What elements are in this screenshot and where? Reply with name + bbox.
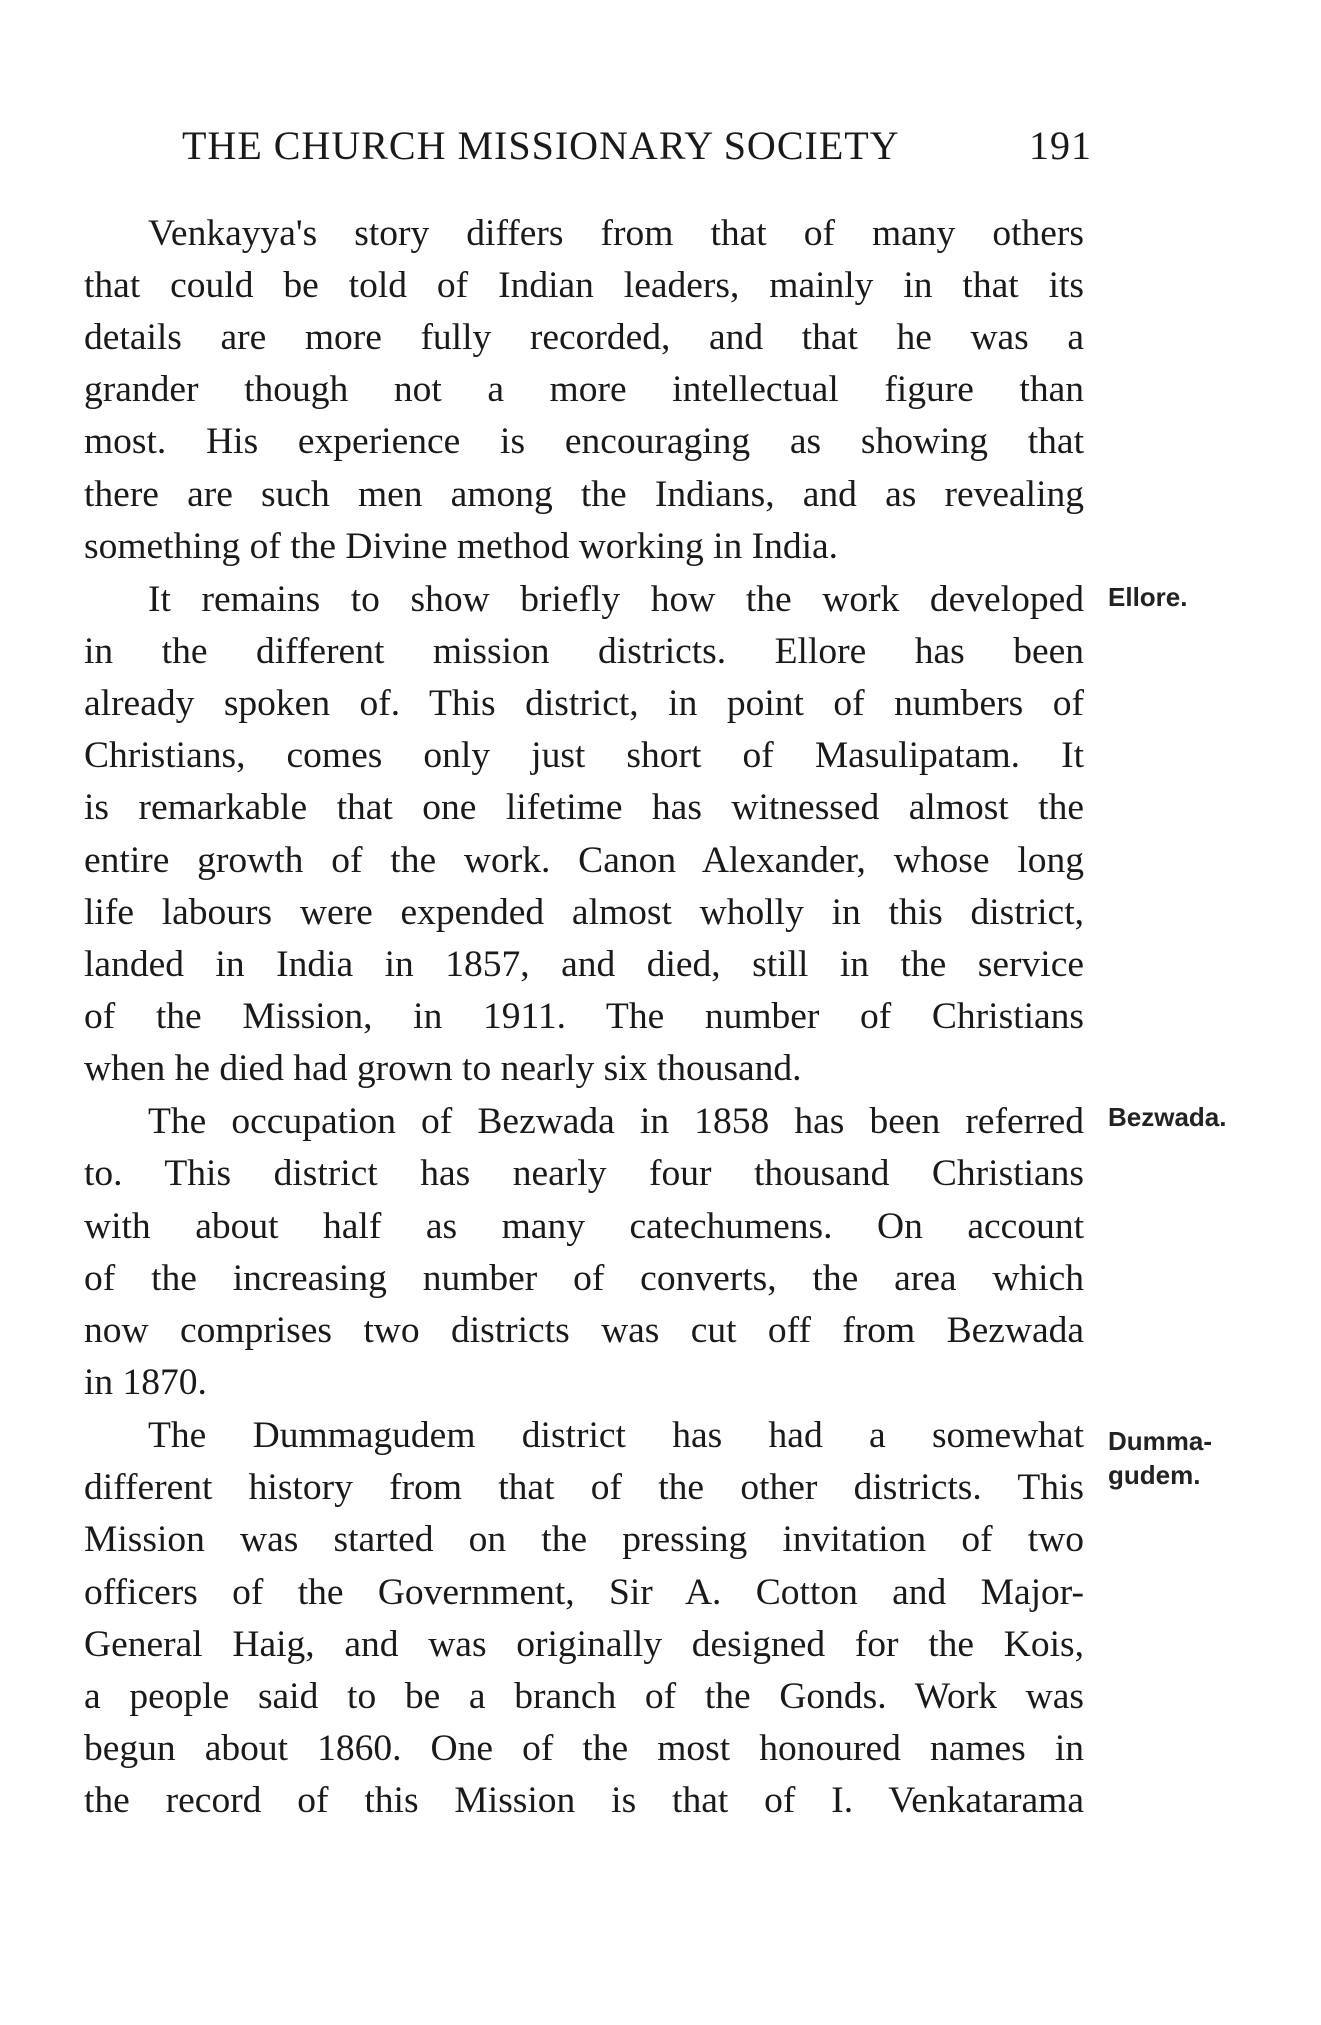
- margin-note-ellore: Ellore.: [1108, 582, 1188, 612]
- page-number: 191: [1029, 123, 1092, 168]
- text-line: grander though not a more intellectual figure than: [84, 369, 1084, 411]
- text-line: already spoken of. This district, in point of numbers of: [84, 683, 1084, 725]
- text-line: Christians, comes only just short of Masulipatam. It: [84, 735, 1084, 777]
- margin-note-dummagudem-1: Dumma-: [1108, 1426, 1213, 1456]
- text-line: of the increasing number of converts, the area which: [84, 1257, 1084, 1299]
- text-line: now comprises two districts was cut off from Bezwada: [84, 1309, 1084, 1351]
- text-line: that could be told of Indian leaders, mainly in that its: [84, 265, 1084, 307]
- text-line: The occupation of Bezwada in 1858 has been referred: [148, 1101, 1084, 1143]
- text-line: with about half as many catechumens. On account: [84, 1205, 1084, 1247]
- text-line: of the Mission, in 1911. The number of Christians: [84, 995, 1084, 1037]
- running-head: [182, 122, 1092, 170]
- text-line: Mission was started on the pressing invitation of two: [84, 1519, 1084, 1561]
- text-line: General Haig, and was originally designed for the Kois,: [84, 1623, 1084, 1665]
- text-line: The Dummagudem district has had a somewhat: [148, 1415, 1084, 1457]
- text-line: in 1870.: [84, 1361, 207, 1403]
- text-line: to. This district has nearly four thousand Christians: [84, 1153, 1084, 1195]
- text-line: a people said to be a branch of the Gonds. Work was: [84, 1675, 1084, 1717]
- text-line: there are such men among the Indians, and as revealing: [84, 473, 1084, 515]
- text-line: begun about 1860. One of the most honoured names in: [84, 1727, 1084, 1769]
- text-line: officers of the Government, Sir A. Cotton and Major-: [84, 1571, 1084, 1613]
- text-line: It remains to show briefly how the work developed: [148, 579, 1084, 620]
- text-line: in the different mission districts. Ellore has been: [84, 631, 1084, 673]
- running-head-title: THE CHURCH MISSIONARY SOCIETY: [182, 123, 900, 168]
- text-line: most. His experience is encouraging as showing that: [84, 421, 1084, 463]
- text-line: when he died had grown to nearly six thousand.: [84, 1047, 802, 1089]
- text-line: landed in India in 1857, and died, still in the service: [84, 943, 1084, 985]
- text-line: something of the Divine method working in India.: [84, 525, 839, 567]
- margin-note-bezwada: Bezwada.: [1108, 1102, 1227, 1132]
- text-line: details are more fully recorded, and that he was a: [84, 317, 1084, 359]
- text-line: the record of this Mission is that of I. Venkatarama: [84, 1779, 1084, 1821]
- text-line: different history from that of the other districts. This: [84, 1467, 1084, 1509]
- text-line: life labours were expended almost wholly in this district,: [84, 891, 1084, 933]
- margin-note-dummagudem-2: gudem.: [1108, 1460, 1201, 1490]
- text-line: is remarkable that one lifetime has witnessed almost the: [84, 787, 1084, 829]
- text-line: Venkayya's story differs from that of many others: [148, 213, 1084, 254]
- text-line: entire growth of the work. Canon Alexander, whose long: [84, 839, 1084, 881]
